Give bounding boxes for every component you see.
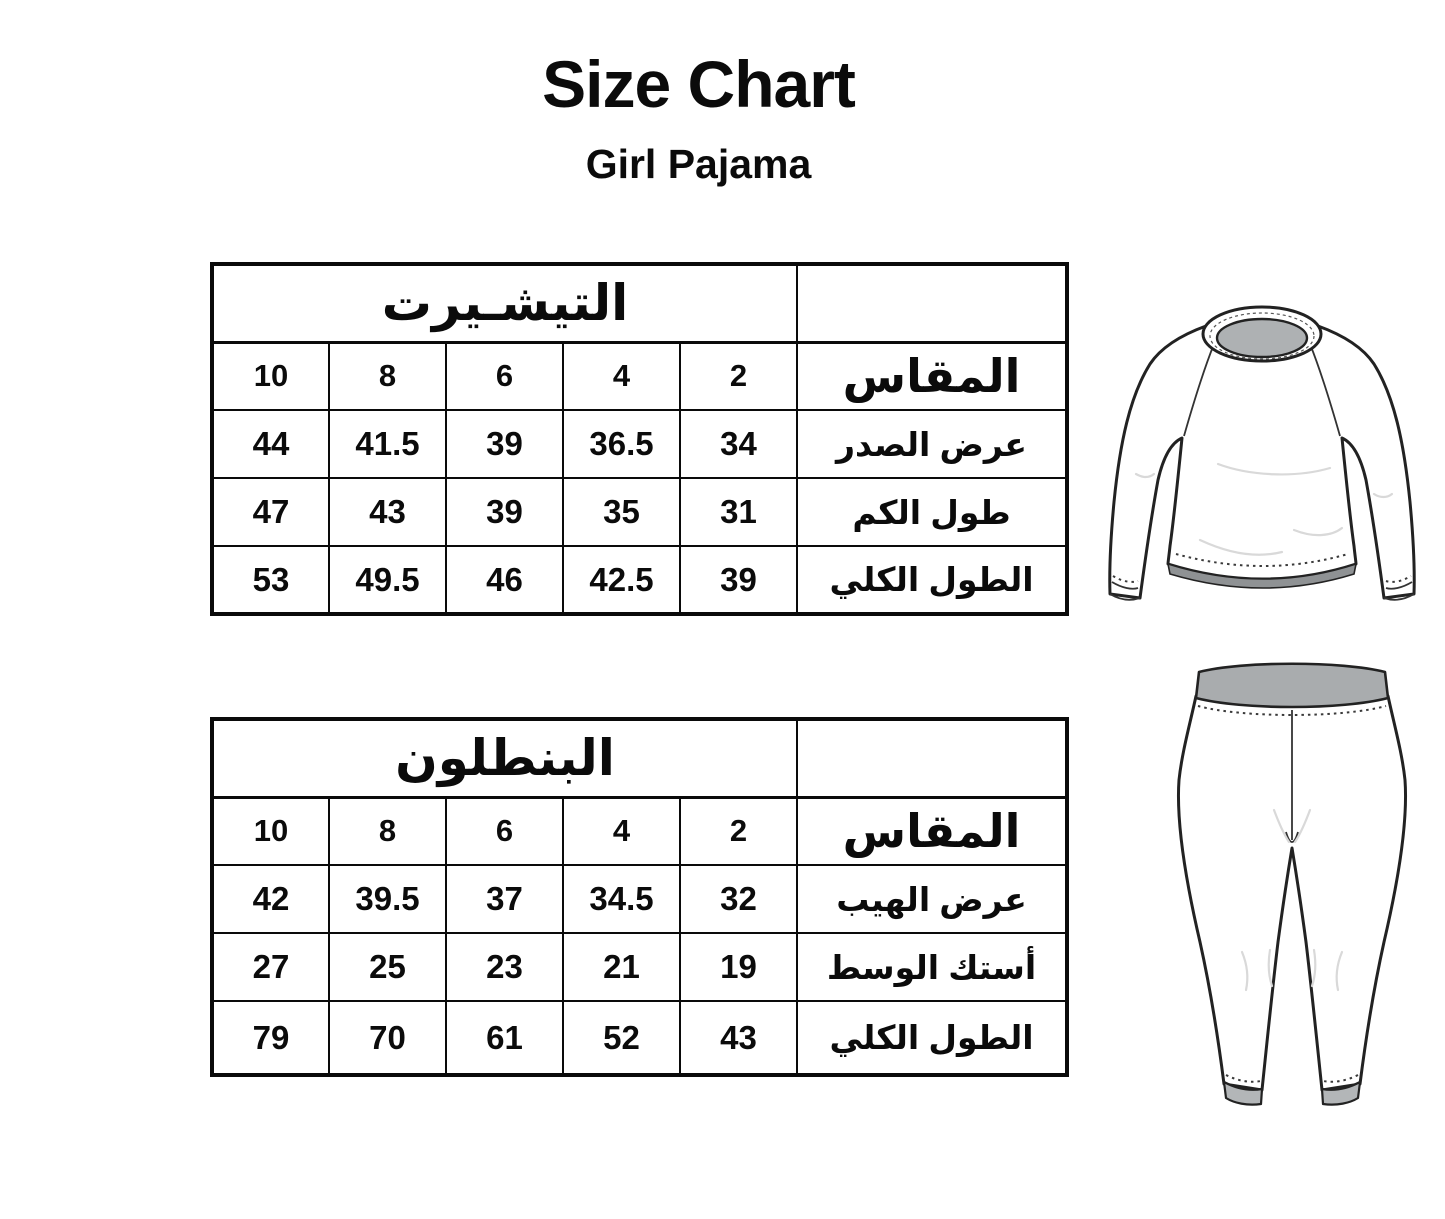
value-cell: 44 xyxy=(212,410,329,478)
value-cell: 39 xyxy=(446,410,563,478)
tshirt-size-row xyxy=(212,342,1067,410)
value-cell: 42.5 xyxy=(563,546,680,614)
tshirt-sleeve-row xyxy=(212,478,1067,546)
value-cell: 46 xyxy=(446,546,563,614)
value-cell: 37 xyxy=(446,865,563,933)
row-label: عرض الهيب xyxy=(797,865,1067,933)
value-cell: 52 xyxy=(563,1001,680,1075)
size-cell: 6 xyxy=(446,797,563,865)
row-label: أستك الوسط xyxy=(797,933,1067,1001)
value-cell: 36.5 xyxy=(563,410,680,478)
value-cell: 79 xyxy=(212,1001,329,1075)
pants-size-table xyxy=(210,717,1069,1077)
size-cell: 6 xyxy=(446,342,563,410)
value-cell: 61 xyxy=(446,1001,563,1075)
value-cell: 32 xyxy=(680,865,797,933)
value-cell: 39 xyxy=(680,546,797,614)
pants-illustration xyxy=(1142,652,1442,1122)
row-label: طول الكم xyxy=(797,478,1067,546)
tshirt-size-table xyxy=(210,262,1069,616)
tshirt-table-title: التيشـيرت xyxy=(212,264,797,342)
value-cell: 70 xyxy=(329,1001,446,1075)
size-cell: 2 xyxy=(680,797,797,865)
shirt-illustration xyxy=(1088,302,1440,620)
value-cell: 39 xyxy=(446,478,563,546)
page-title: Size Chart xyxy=(542,47,855,121)
value-cell: 31 xyxy=(680,478,797,546)
tshirt-corner-cell xyxy=(797,264,1067,342)
value-cell: 23 xyxy=(446,933,563,1001)
header-block xyxy=(0,47,1397,188)
pants-corner-cell xyxy=(797,719,1067,797)
value-cell: 27 xyxy=(212,933,329,1001)
value-cell: 35 xyxy=(563,478,680,546)
size-cell: 8 xyxy=(329,342,446,410)
size-cell: 8 xyxy=(329,797,446,865)
row-label: الطول الكلي xyxy=(797,546,1067,614)
value-cell: 19 xyxy=(680,933,797,1001)
size-cell: 10 xyxy=(212,797,329,865)
value-cell: 34.5 xyxy=(563,865,680,933)
size-row-label: المقاس xyxy=(797,342,1067,410)
row-label: الطول الكلي xyxy=(797,1001,1067,1075)
size-row-label: المقاس xyxy=(797,797,1067,865)
value-cell: 53 xyxy=(212,546,329,614)
pants-hip-row xyxy=(212,865,1067,933)
page-subtitle: Girl Pajama xyxy=(585,141,812,188)
value-cell: 47 xyxy=(212,478,329,546)
pants-length-row xyxy=(212,1001,1067,1075)
pants-waist-row xyxy=(212,933,1067,1001)
size-cell: 2 xyxy=(680,342,797,410)
pants-size-row xyxy=(212,797,1067,865)
value-cell: 41.5 xyxy=(329,410,446,478)
value-cell: 42 xyxy=(212,865,329,933)
value-cell: 25 xyxy=(329,933,446,1001)
tshirt-chest-row xyxy=(212,410,1067,478)
value-cell: 34 xyxy=(680,410,797,478)
pants-table-title: البنطلون xyxy=(212,719,797,797)
size-cell: 10 xyxy=(212,342,329,410)
row-label: عرض الصدر xyxy=(797,410,1067,478)
value-cell: 21 xyxy=(563,933,680,1001)
value-cell: 49.5 xyxy=(329,546,446,614)
value-cell: 43 xyxy=(680,1001,797,1075)
tshirt-length-row xyxy=(212,546,1067,614)
size-cell: 4 xyxy=(563,342,680,410)
size-cell: 4 xyxy=(563,797,680,865)
value-cell: 39.5 xyxy=(329,865,446,933)
value-cell: 43 xyxy=(329,478,446,546)
